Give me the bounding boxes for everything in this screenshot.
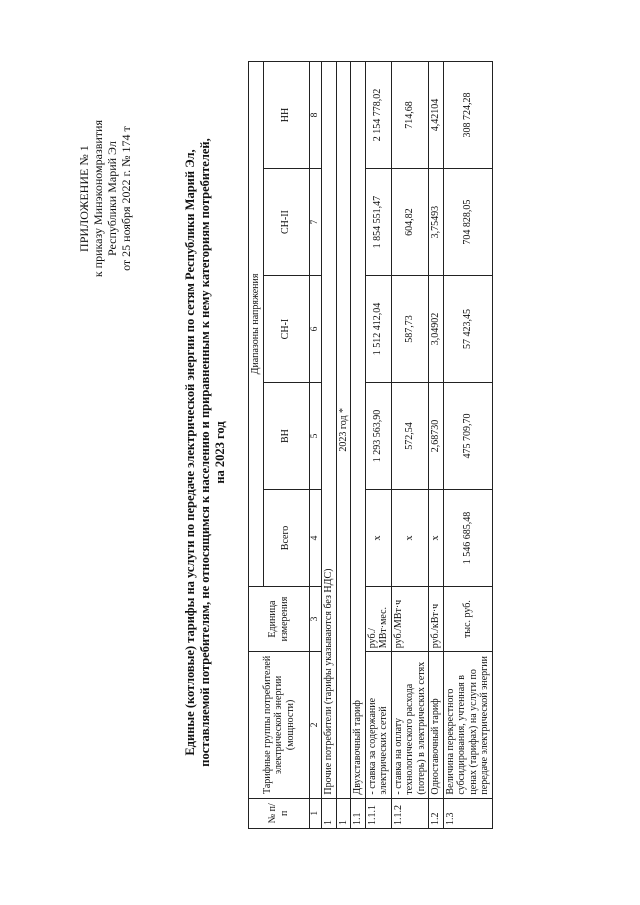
row-total: 1 546 685,48 xyxy=(443,490,492,587)
header-sn1: СН-I xyxy=(263,276,309,383)
col-number: 2 xyxy=(309,652,322,798)
subsection-num: 1.1 xyxy=(351,798,366,828)
row-vn: 1 293 563,90 xyxy=(365,383,391,490)
period-row xyxy=(336,62,351,829)
subsection-label: Двухставочный тариф xyxy=(351,62,366,799)
header-nn: НН xyxy=(263,62,309,169)
row-vn: 572,54 xyxy=(391,383,429,490)
row-sn1: 3,04902 xyxy=(429,276,444,383)
row-vn: 2,68730 xyxy=(429,383,444,490)
row-name: Одноставочный тариф xyxy=(429,652,444,798)
period-num: 1 xyxy=(336,798,351,828)
col-number: 7 xyxy=(309,169,322,276)
column-number-row xyxy=(309,62,322,829)
header-vn: ВН xyxy=(263,383,309,490)
header-total: Всего xyxy=(263,490,309,587)
appendix-date-line: от 25 ноября 2022 г. № 174 т xyxy=(119,126,133,271)
row-num: 1.1.1 xyxy=(365,798,391,828)
col-number: 8 xyxy=(309,62,322,169)
row-unit: руб./МВт·мес. xyxy=(365,586,391,651)
table-row xyxy=(429,62,444,829)
appendix-header xyxy=(77,120,133,277)
col-number: 4 xyxy=(309,490,322,587)
table-row xyxy=(443,62,492,829)
row-sn2: 704 828,05 xyxy=(443,169,492,276)
row-sn2: 604,82 xyxy=(391,169,429,276)
header-num: № п/п xyxy=(249,798,310,828)
col-number: 1 xyxy=(309,798,322,828)
row-sn2: 1 854 551,47 xyxy=(365,169,391,276)
row-name: - ставка на оплату технологического расхода (потерь) в электрических сетях xyxy=(391,652,429,798)
appendix-order-line: к приказу Минэкономразвития xyxy=(91,120,105,278)
row-nn: 4,42104 xyxy=(429,62,444,169)
subsection-row xyxy=(351,62,366,829)
col-number: 5 xyxy=(309,383,322,490)
title-line-1: Единые (котловые) тарифы на услуги по передаче электрической энергии по сетям Республики Марий Эл, xyxy=(183,149,197,756)
header-voltage-ranges: Диапазоны напряжения xyxy=(249,62,264,587)
row-name: Величина перекрестного субсидирования, учтенная в ценах (тарифах) на услуги по передаче электрической энергии xyxy=(443,652,492,798)
section-num: 1 xyxy=(322,798,337,828)
section-row xyxy=(322,62,337,829)
row-sn2: 3,75493 xyxy=(429,169,444,276)
title-line-2: поставляемой потребителям, не относящимся к населению и приравненным к нему категориям потребителей, xyxy=(198,138,212,767)
col-number: 6 xyxy=(309,276,322,383)
row-total: х xyxy=(429,490,444,587)
header-sn2: СН-II xyxy=(263,169,309,276)
row-vn: 475 709,70 xyxy=(443,383,492,490)
row-name: - ставка за содержание электрических сетей xyxy=(365,652,391,798)
title-line-3: на 2023 год xyxy=(213,421,227,484)
row-total: х xyxy=(365,490,391,587)
row-num: 1.2 xyxy=(429,798,444,828)
table-row xyxy=(391,62,429,829)
tariff-table xyxy=(248,61,493,829)
row-nn: 714,68 xyxy=(391,62,429,169)
row-nn: 308 724,28 xyxy=(443,62,492,169)
row-num: 1.3 xyxy=(443,798,492,828)
document-title xyxy=(183,0,228,905)
col-number: 3 xyxy=(309,586,322,651)
row-total: х xyxy=(391,490,429,587)
row-nn: 2 154 778,02 xyxy=(365,62,391,169)
row-sn1: 1 512 412,04 xyxy=(365,276,391,383)
row-unit: тыс. руб. xyxy=(443,586,492,651)
row-sn1: 57 423,45 xyxy=(443,276,492,383)
header-unit: Единица измерения xyxy=(249,586,310,651)
appendix-republic-line: Республики Марий Эл xyxy=(105,141,119,256)
period-label: 2023 год * xyxy=(336,62,351,799)
appendix-title: ПРИЛОЖЕНИЕ № 1 xyxy=(77,145,91,252)
header-row-1 xyxy=(249,62,264,829)
row-sn1: 587,73 xyxy=(391,276,429,383)
row-unit: руб./кВт·ч xyxy=(429,586,444,651)
row-unit: руб./МВт·ч xyxy=(391,586,429,651)
table-row xyxy=(365,62,391,829)
header-group: Тарифные группы потребителей электрической энергии (мощности) xyxy=(249,652,310,798)
section-label: Прочие потребители (тарифы указываются без НДС) xyxy=(322,62,337,799)
row-num: 1.1.2 xyxy=(391,798,429,828)
